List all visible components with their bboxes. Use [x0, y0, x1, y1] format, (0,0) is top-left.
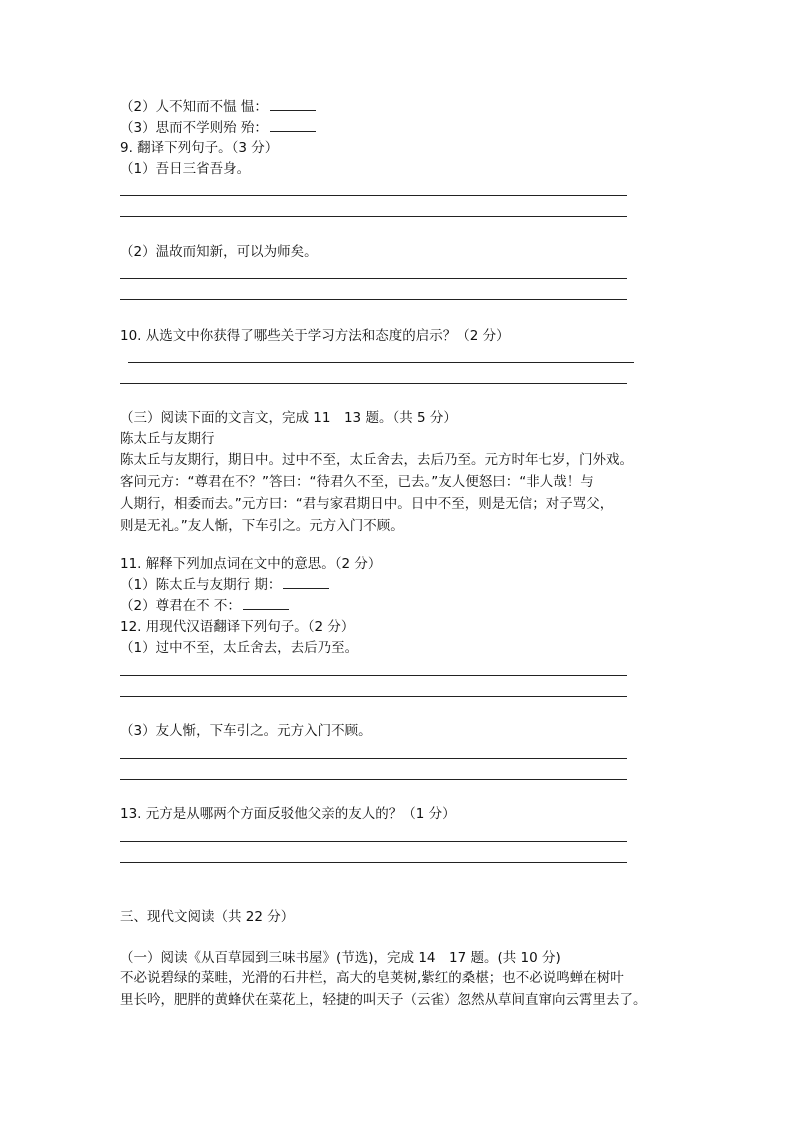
question-12-item-1: （1）过中不至，太丘舍去，去后乃至。 [120, 640, 359, 656]
question-13-heading: 13. 元方是从哪两个方面反驳他父亲的友人的？（1 分） [120, 806, 456, 822]
passage-title: 陈太丘与友期行 [120, 431, 215, 447]
question-9-item-2: （2）温故而知新，可以为师矣。 [120, 244, 318, 260]
answer-blank[interactable] [270, 98, 316, 111]
passage-line: 里长吟，肥胖的黄蜂伏在菜花上，轻捷的叫天子（云雀）忽然从草间直窜向云霄里去了。 [120, 992, 647, 1008]
answer-blank[interactable] [270, 119, 316, 132]
classical-passage [120, 449, 680, 537]
question-11-heading: 11. 解释下列加点词在文中的意思。（2 分） [120, 556, 382, 572]
answer-line[interactable] [120, 779, 627, 780]
passage-line: 客问元方：“尊君在不？”答曰：“待君久不至，已去。”友人便怒曰：“非人哉！与 [120, 474, 594, 490]
section-3-intro: （三）阅读下面的文言文，完成 11 13 题。（共 5 分） [120, 410, 457, 426]
question-8-item-3: （3）思而不学则殆 殆： [120, 119, 316, 137]
answer-line[interactable] [120, 299, 627, 300]
answer-blank[interactable] [283, 576, 329, 589]
modern-passage [120, 967, 680, 1011]
answer-blank[interactable] [243, 597, 289, 610]
question-12-heading: 12. 用现代汉语翻译下列句子。（2 分） [120, 619, 355, 635]
answer-line[interactable] [120, 862, 627, 863]
question-9-heading: 9. 翻译下列句子。（3 分） [120, 140, 279, 156]
passage-line: 则是无礼。”友人惭，下车引之。元方入门不顾。 [120, 518, 404, 534]
answer-line[interactable] [120, 841, 627, 842]
question-11-item-1: （1）陈太丘与友期行 期： [120, 576, 329, 594]
passage-line: 陈太丘与友期行，期日中。过中不至，太丘舍去，去后乃至。元方时年七岁，门外戏。 [120, 452, 633, 468]
passage-line: 不必说碧绿的菜畦，光滑的石井栏，高大的皂荚树,紫红的桑椹；也不必说鸣蝉在树叶 [120, 970, 624, 986]
subsection-1-intro: （一）阅读《从百草园到三味书屋》(节选)，完成 14 17 题。(共 10 分) [120, 950, 561, 966]
answer-line[interactable] [120, 278, 627, 279]
question-10-heading: 10. 从选文中你获得了哪些关于学习方法和态度的启示？（2 分） [120, 328, 510, 344]
passage-line: 人期行，相委而去。”元方曰：“君与家君期日中。日中不至，则是无信；对子骂父， [120, 496, 614, 512]
question-11-item-2: （2）尊君在不 不： [120, 597, 289, 615]
answer-line[interactable] [120, 758, 627, 759]
answer-line[interactable] [120, 195, 627, 196]
answer-line[interactable] [120, 383, 627, 384]
answer-line[interactable] [120, 216, 627, 217]
question-12-item-3: （3）友人惭，下车引之。元方入门不顾。 [120, 723, 372, 739]
part-3-heading: 三、现代文阅读（共 22 分） [120, 909, 295, 925]
answer-line[interactable] [128, 362, 634, 363]
question-8-item-2: （2）人不知而不愠 愠： [120, 98, 316, 116]
answer-line[interactable] [120, 696, 627, 697]
question-9-item-1: （1）吾日三省吾身。 [120, 161, 251, 177]
answer-line[interactable] [120, 675, 627, 676]
